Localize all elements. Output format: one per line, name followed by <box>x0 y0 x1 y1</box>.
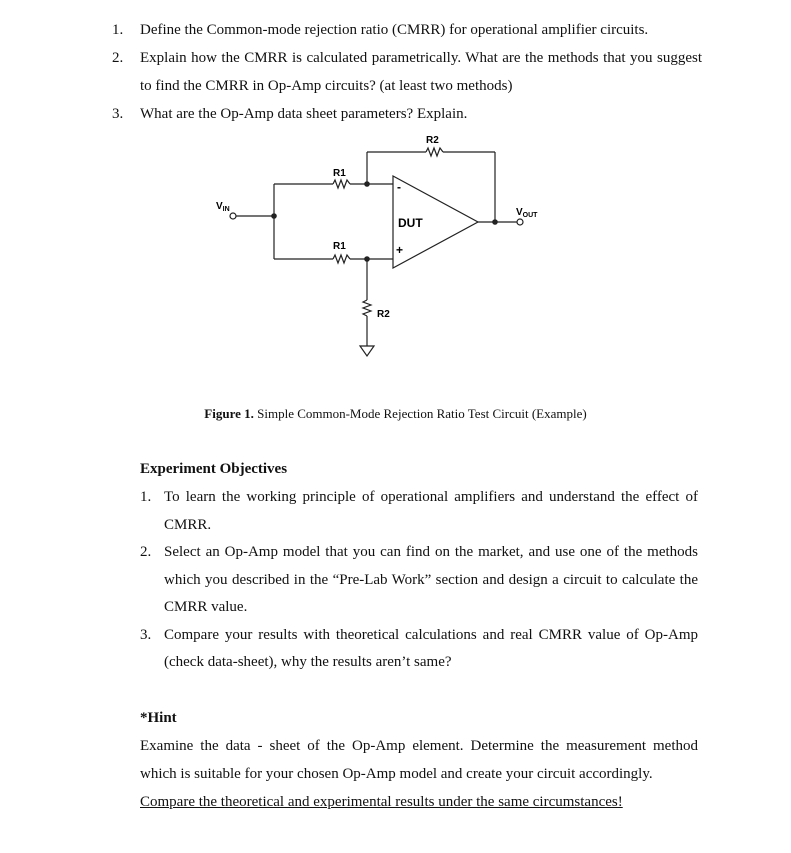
vout-terminal <box>517 219 523 225</box>
junction-dot <box>492 219 498 225</box>
figure-label: Figure 1. <box>204 406 254 421</box>
objective-text: To learn the working principle of operational amplifiers and understand the effect of CMRR. <box>164 489 698 533</box>
question-item <box>112 100 702 128</box>
hint-heading: *Hint <box>140 710 177 726</box>
cmrr-circuit-figure <box>200 128 560 378</box>
question-number: 2. <box>112 50 124 66</box>
r2-bottom-label: R2 <box>377 309 390 320</box>
figure-caption <box>0 406 791 422</box>
dut-label: DUT <box>398 216 423 230</box>
junction-dot <box>271 213 277 219</box>
prelab-questions <box>112 16 702 128</box>
r1-bottom-label: R1 <box>333 241 346 252</box>
hint-section <box>140 704 698 816</box>
figure-caption-text: Simple Common-Mode Rejection Ratio Test Circuit (Example) <box>253 406 587 421</box>
question-number: 3. <box>112 106 124 122</box>
objective-number: 2. <box>140 544 152 560</box>
r1-top-label: R1 <box>333 168 346 179</box>
question-item <box>112 16 702 44</box>
resistor-r2-ground <box>363 300 371 316</box>
noninverting-input-sign: + <box>396 243 404 257</box>
circuit-diagram <box>200 128 560 378</box>
objective-item <box>140 539 698 622</box>
question-text: Define the Common-mode rejection ratio (CMRR) for operational amplifier circuits. <box>140 22 649 38</box>
experiment-objectives <box>140 458 698 677</box>
objective-item <box>140 622 698 677</box>
vin-label: $V_{IN}$ <box>216 201 230 213</box>
question-text: Explain how the CMRR is calculated parametrically. What are the methods that you suggest to find the CMRR in Op-Amp circuits? (at least two methods) <box>140 50 702 94</box>
inverting-input-sign: - <box>397 180 401 194</box>
vout-label: $V_{OUT}$ <box>516 207 538 219</box>
objective-number: 1. <box>140 489 152 505</box>
question-number: 1. <box>112 22 124 38</box>
objective-text: Compare your results with theoretical calculations and real CMRR value of Op-Amp (check data-sheet), why the results aren’t same? <box>164 626 698 670</box>
r2-top-label: R2 <box>426 135 439 146</box>
question-item <box>112 44 702 100</box>
hint-text: Examine the data - sheet of the Op-Amp element. Determine the measurement method which is suitable for your chosen Op-Amp model and create your circuit accordingly. <box>140 738 698 782</box>
resistor-r2-feedback <box>426 148 443 156</box>
objective-text: Select an Op-Amp model that you can find on the market, and use one of the methods which you described in the “Pre-Lab Work” section and design a circuit to calculate the CMRR value. <box>164 544 698 615</box>
resistor-r1-bottom <box>333 255 350 263</box>
question-text: What are the Op-Amp data sheet parameters? Explain. <box>140 106 468 122</box>
objectives-heading: Experiment Objectives <box>140 461 288 477</box>
hint-underlined-text: Compare the theoretical and experimental results under the same circumstances! <box>140 794 623 810</box>
vin-terminal <box>230 213 236 219</box>
resistor-r1-top <box>333 180 350 188</box>
ground-icon <box>360 346 374 356</box>
objective-number: 3. <box>140 626 152 643</box>
junction-dot <box>364 256 370 262</box>
objective-item <box>140 484 698 539</box>
junction-dot <box>364 181 370 187</box>
